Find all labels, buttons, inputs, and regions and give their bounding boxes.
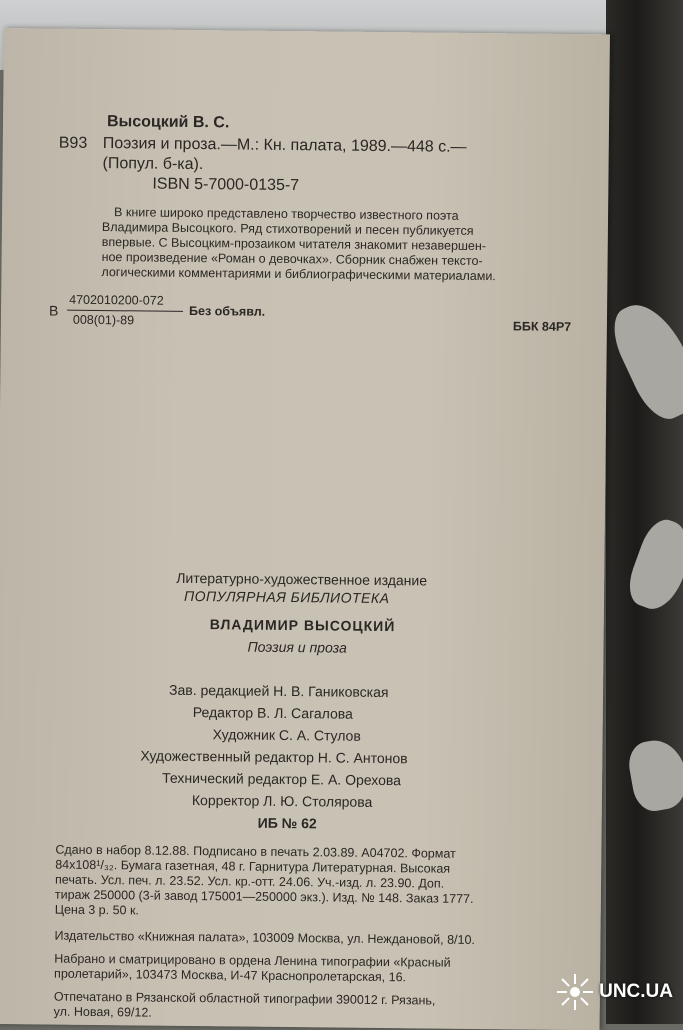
- book-spine: [606, 0, 683, 1024]
- annotation-line: впервые. С Высоцким-прозаиком читателя знакомит незавершен-: [101, 235, 487, 254]
- index-fraction-rule: [67, 310, 183, 312]
- annotation-line: ное произведение «Роман о девочках». Сборник снабжен тексто-: [101, 250, 483, 269]
- credit-line: Зав. редакцией Н. В. Ганиковская: [168, 681, 389, 701]
- book-page: [0, 28, 610, 1030]
- annotation-line: логическими комментариями и библиографическими материалами.: [101, 265, 496, 284]
- spine-pattern: [625, 736, 683, 814]
- series-name: ПОПУЛЯРНАЯ БИБЛИОТЕКА: [183, 587, 390, 607]
- credit-line: Художественный редактор Н. С. Антонов: [140, 747, 408, 767]
- spine-pattern: [603, 293, 683, 427]
- imprint-line: тираж 250000 (3-й завод 175001—250000 экз.). Изд. № 148. Заказ 1777.: [54, 887, 474, 906]
- imprint-line: Сдано в набор 8.12.88. Подписано в печать 2.03.89. А04702. Формат: [55, 842, 456, 861]
- book-title: Поэзия и проза: [247, 638, 347, 656]
- index-letter: В: [48, 302, 59, 319]
- author-caps: ВЛАДИМИР ВЫСОЦКИЙ: [209, 616, 396, 635]
- credit-line: Технический редактор Е. А. Орехова: [162, 769, 402, 789]
- watermark: [555, 972, 673, 1012]
- credit-line: Редактор В. Л. Сагалова: [192, 704, 353, 722]
- no-announcement: Без объявл.: [188, 303, 266, 319]
- ib-number: ИБ № 62: [257, 814, 317, 832]
- card-series: (Попул. б-ка).: [102, 155, 204, 174]
- imprint-line: 84x108¹/₃₂. Бумага газетная, 48 г. Гарнитура Литературная. Высокая: [55, 857, 451, 876]
- sunburst-icon: [555, 972, 595, 1012]
- index-denominator: 008(01)-89: [72, 312, 135, 328]
- card-title: Поэзия и проза.—М.: Кн. палата, 1989.—448 с.—: [102, 135, 467, 156]
- annotation-line: В книге широко представлено творчество известного поэта: [114, 205, 459, 223]
- imprint-line: печать. Усл. печ. л. 23.52. Усл. кр.-отт. 24.06. Уч.-изд. л. 23.90. Доп.: [55, 872, 445, 891]
- credit-line: Художник С. А. Стулов: [212, 726, 361, 744]
- index-numerator: 4702010200-072: [69, 292, 164, 308]
- card-isbn: ISBN 5-7000-0135-7: [152, 175, 300, 195]
- edition-type: Литературно-художественное издание: [176, 569, 428, 589]
- card-author: Высоцкий В. С.: [106, 113, 230, 132]
- annotation-line: Владимира Высоцкого. Ряд стихотворений и песен публикуется: [101, 220, 474, 238]
- watermark-text: UNC.UA: [599, 981, 673, 1002]
- typeset-line: Набрано и сматрицировано в ордена Ленина типографии «Красный: [54, 951, 451, 970]
- typeset-line: пролетарий», 103473 Москва, И-47 Краснопролетарская, 16.: [54, 966, 407, 985]
- printed-line: ул. Новая, 69/12.: [53, 1004, 152, 1020]
- card-code: В93: [58, 134, 88, 152]
- imprint-line: Цена 3 р. 50 к.: [54, 902, 140, 918]
- printed-line: Отпечатано в Рязанской областной типографии 390012 г. Рязань,: [53, 989, 436, 1008]
- spine-pattern: [622, 514, 683, 616]
- publisher-line: Издательство «Книжная палата», 103009 Москва, ул. Неждановой, 8/10.: [54, 928, 476, 947]
- credit-line: Корректор Л. Ю. Столярова: [191, 792, 373, 810]
- bbk-code: ББК 84Р7: [512, 319, 572, 334]
